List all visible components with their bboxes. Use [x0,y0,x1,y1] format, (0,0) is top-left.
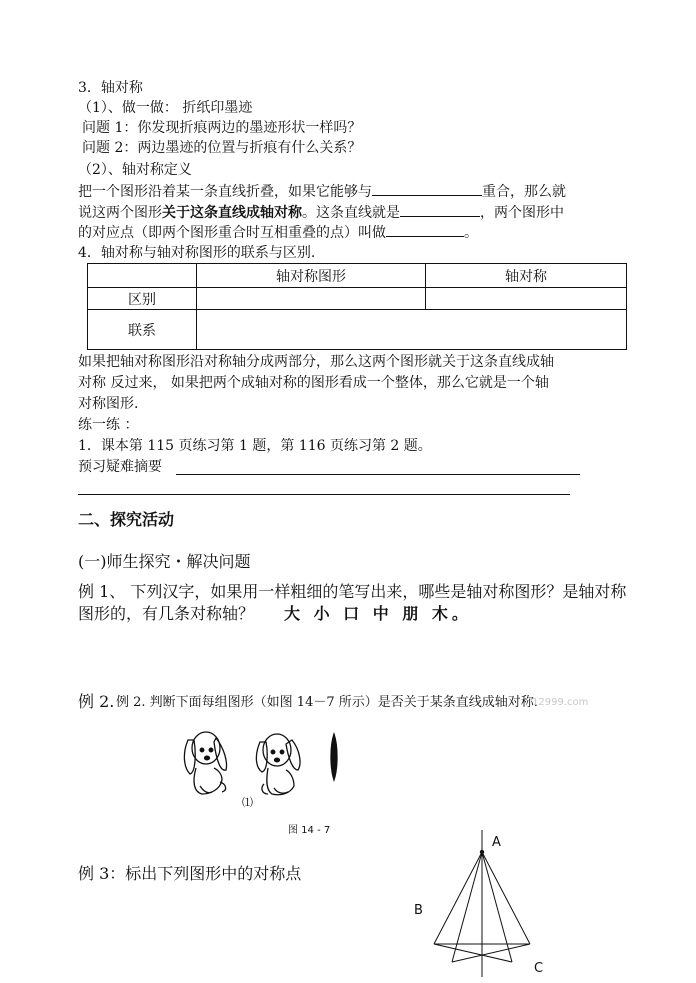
puppies-figure [180,722,350,800]
practice-item-1: 1．课本第 115 页练习第 1 题，第 116 页练习第 2 题。 [78,438,432,454]
definition-text-2c: ，两个图形中 [480,205,564,221]
section-two-heading: 二、探究活动 [78,510,175,529]
activity-label: （1）、做一做： 折纸印墨迹 [78,100,253,116]
definition-line-2 [78,202,564,222]
fill-blank-1[interactable] [372,181,482,196]
table-row-label-connection: 联系 [88,310,197,350]
definition-text-3b: 。 [464,225,478,241]
practice-heading: 练一练 ： [78,417,139,433]
symmetry-triangle-figure [400,822,570,982]
relation-paragraph-line-2: 对称 反过来， 如果把两个成轴对称的图形看成一个整体，那么它就是一个轴 [78,375,549,391]
summary-line-1[interactable] [176,474,580,475]
table-corner-cell [88,264,197,288]
point-label-b: B [414,903,423,918]
watermark: 12999.com [532,697,589,708]
point-label-c: C [534,961,544,976]
comparison-table [87,263,627,350]
definition-text-3a: 的对应点（即两个图形重合时互相重叠的点）叫做 [78,225,386,241]
definition-bold-term: 关于这条直线成轴对称 [162,205,302,221]
definition-label: （2）、轴对称定义 [78,162,192,178]
table-header-col1: 轴对称图形 [197,264,426,288]
example-1-line-2: 图形的，有几条对称轴？ [78,604,255,623]
fill-blank-3[interactable] [386,222,464,237]
question-2: 问题 2：两边墨迹的位置与折痕有什么关系？ [82,140,362,156]
table-cell-difference-axis[interactable] [426,288,627,310]
definition-line-3 [78,222,478,242]
table-cell-difference-figure[interactable] [197,288,426,310]
definition-text-2a: 说这两个图形 [78,205,162,221]
puppy-left-icon [184,732,226,794]
figure-caption: 图 14 - 7 [288,825,331,836]
fill-blank-2[interactable] [400,202,480,217]
definition-text-1a: 把一个图形沿着某一条直线折叠，如果它能够与 [78,184,372,200]
leaf-shape-icon [331,734,337,780]
summary-line-2[interactable] [78,494,570,495]
table-header-col2: 轴对称 [426,264,627,288]
example-3-text: 例 3：标出下列图形中的对称点 [78,864,302,883]
puppy-right-icon [256,734,300,795]
section-two-subheading: (一)师生探究・解决问题 [78,552,251,571]
section-4-heading: 4．轴对称与轴对称图形的联系与区别. [78,245,316,261]
point-label-a: A [492,835,501,850]
example-1-line-1: 例 1、 下列汉字，如果用一样粗细的笔写出来，哪些是轴对称图形？是轴对称 [78,582,627,601]
definition-text-2b: 。这条直线就是 [302,205,400,221]
example-1-characters: 大 小 口 中 朋 木。 [284,604,472,623]
figure-label: ⑴ [242,796,253,809]
example-2-text [78,692,114,712]
definition-line-1 [78,181,566,201]
section-3-heading: 3．轴对称 [78,80,143,96]
relation-paragraph-line-1: 如果把轴对称图形沿对称轴分成两部分，那么这两个图形就关于这条直线成轴 [78,354,554,370]
example-2-prefix: 例 2. [78,692,115,711]
summary-label: 预习疑难摘要 [78,459,162,475]
definition-text-1b: 重合，那么就 [482,184,566,200]
table-row-label-difference: 区别 [88,288,197,310]
relation-paragraph-line-3: 对称图形. [78,396,139,412]
table-cell-connection[interactable] [197,310,627,350]
example-2-body: 例 2. 判断下面每组图形（如图 14－7 所示）是否关于某条直线成轴对称. [116,695,538,710]
question-1: 问题 1：你发现折痕两边的墨迹形状一样吗？ [82,120,362,136]
